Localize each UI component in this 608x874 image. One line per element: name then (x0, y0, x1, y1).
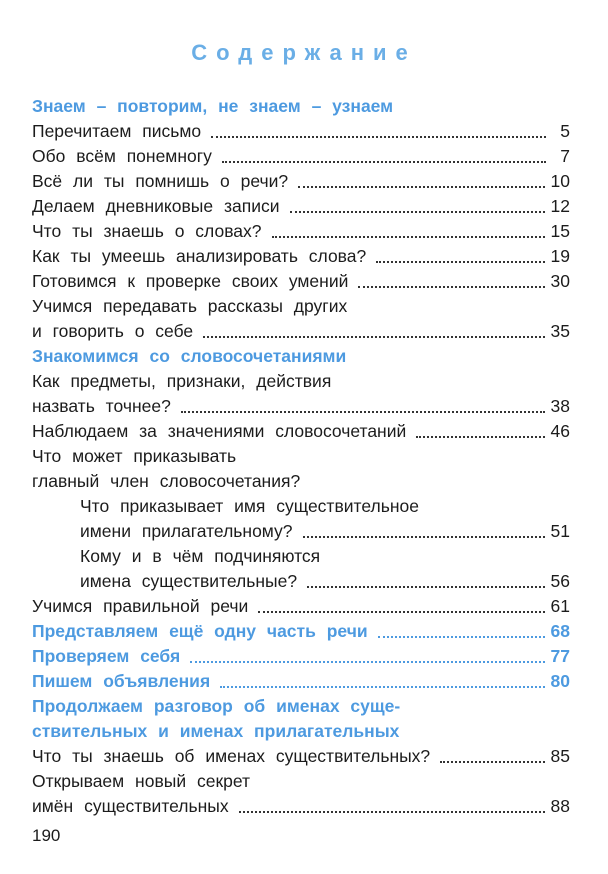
toc-entry-title: имена существительные? (80, 571, 298, 591)
toc-entry (32, 394, 570, 419)
toc-entry-page: 46 (550, 421, 570, 441)
toc-entry (32, 644, 570, 669)
toc-entry-title: Наблюдаем за значениями словосочетаний (32, 421, 407, 441)
toc-entry-title: Что ты знаешь о словах? (32, 221, 262, 241)
dot-leader (239, 810, 545, 813)
dot-leader (307, 585, 544, 588)
toc-entry (32, 694, 570, 719)
toc-entry (32, 169, 570, 194)
toc-entry-page: 85 (550, 746, 570, 766)
dot-leader (258, 610, 544, 613)
toc-entry-page: 10 (550, 171, 570, 191)
toc-entry-title: Пишем объявления (32, 671, 211, 691)
toc-entry (32, 569, 570, 594)
dot-leader (203, 335, 544, 338)
toc-entry-title: Кому и в чём подчиняются (80, 546, 321, 566)
toc-entry (32, 519, 570, 544)
toc-entry (32, 194, 570, 219)
table-of-contents (32, 94, 570, 819)
toc-entry-page: 30 (550, 271, 570, 291)
toc-entry (32, 469, 570, 494)
toc-entry-title: Как ты умеешь анализировать слова? (32, 246, 367, 266)
toc-entry (32, 294, 570, 319)
dot-leader (272, 235, 545, 238)
toc-entry (32, 244, 570, 269)
toc-entry-page: 19 (550, 246, 570, 266)
toc-entry-page: 77 (550, 646, 570, 666)
toc-entry (32, 719, 570, 744)
toc-entry-page: 5 (560, 121, 570, 141)
page-title: Содержание (191, 40, 417, 65)
dot-leader (211, 135, 546, 138)
dot-leader (220, 685, 544, 688)
toc-entry (32, 319, 570, 344)
toc-entry-page: 88 (550, 796, 570, 816)
toc-entry-title: Перечитаем письмо (32, 121, 202, 141)
toc-entry-title: имени прилагательному? (80, 521, 293, 541)
toc-entry-title: Представляем ещё одну часть речи (32, 621, 368, 641)
toc-entry-title: имён существительных (32, 796, 229, 816)
toc-entry-title: Что может приказывать (32, 446, 237, 466)
toc-entry-page: 51 (550, 521, 570, 541)
toc-entry-title: Обо всём понемногу (32, 146, 212, 166)
toc-entry-page: 80 (550, 671, 570, 691)
toc-entry-title: Проверяем себя (32, 646, 181, 666)
toc-entry (32, 794, 570, 819)
toc-entry-title: Продолжаем разговор об именах суще- (32, 696, 401, 716)
dot-leader (378, 635, 545, 638)
toc-entry-page: 56 (550, 571, 570, 591)
toc-entry (32, 144, 570, 169)
toc-entry-page: 35 (550, 321, 570, 341)
toc-entry (32, 219, 570, 244)
toc-entry (32, 369, 570, 394)
toc-entry-title: Делаем дневниковые записи (32, 196, 280, 216)
toc-entry (32, 744, 570, 769)
toc-entry (32, 619, 570, 644)
toc-entry-title: Готовимся к проверке своих умений (32, 271, 349, 291)
toc-entry-title: главный член словосочетания? (32, 471, 301, 491)
dot-leader (298, 185, 544, 188)
toc-entry-title: Что приказывает имя существительное (80, 496, 419, 516)
dot-leader (181, 410, 545, 413)
toc-entry (32, 769, 570, 794)
toc-entry-title: Знаем – повторим, не знаем – узнаем (32, 96, 394, 116)
dot-leader (290, 210, 545, 213)
toc-entry-title: Учимся передавать рассказы других (32, 296, 348, 316)
toc-entry (32, 419, 570, 444)
toc-entry-title: Всё ли ты помнишь о речи? (32, 171, 289, 191)
toc-entry-title: Учимся правильной речи (32, 596, 249, 616)
toc-entry (32, 544, 570, 569)
dot-leader (222, 160, 546, 163)
dot-leader (358, 285, 544, 288)
toc-entry-title: Знакомимся со словосочетаниями (32, 346, 347, 366)
toc-entry-title: ствительных и именах прилагательных (32, 721, 400, 741)
page-number: 190 (32, 826, 61, 845)
toc-entry-title: Как предметы, признаки, действия (32, 371, 332, 391)
dot-leader (416, 435, 544, 438)
toc-entry (32, 119, 570, 144)
toc-entry-page: 38 (550, 396, 570, 416)
dot-leader (190, 660, 544, 663)
toc-entry-page: 7 (560, 146, 570, 166)
toc-entry (32, 444, 570, 469)
toc-entry (32, 669, 570, 694)
toc-entry-page: 61 (550, 596, 570, 616)
toc-entry-page: 12 (550, 196, 570, 216)
toc-entry (32, 494, 570, 519)
dot-leader (376, 260, 544, 263)
dot-leader (303, 535, 545, 538)
toc-entry-page: 68 (550, 621, 570, 641)
toc-entry-page: 15 (550, 221, 570, 241)
toc-entry-title: назвать точнее? (32, 396, 171, 416)
toc-entry-title: Открываем новый секрет (32, 771, 251, 791)
toc-entry (32, 344, 570, 369)
toc-entry-title: Что ты знаешь об именах существительных? (32, 746, 431, 766)
toc-entry (32, 594, 570, 619)
toc-entry (32, 94, 570, 119)
dot-leader (440, 760, 544, 763)
toc-entry-title: и говорить о себе (32, 321, 194, 341)
toc-entry (32, 269, 570, 294)
